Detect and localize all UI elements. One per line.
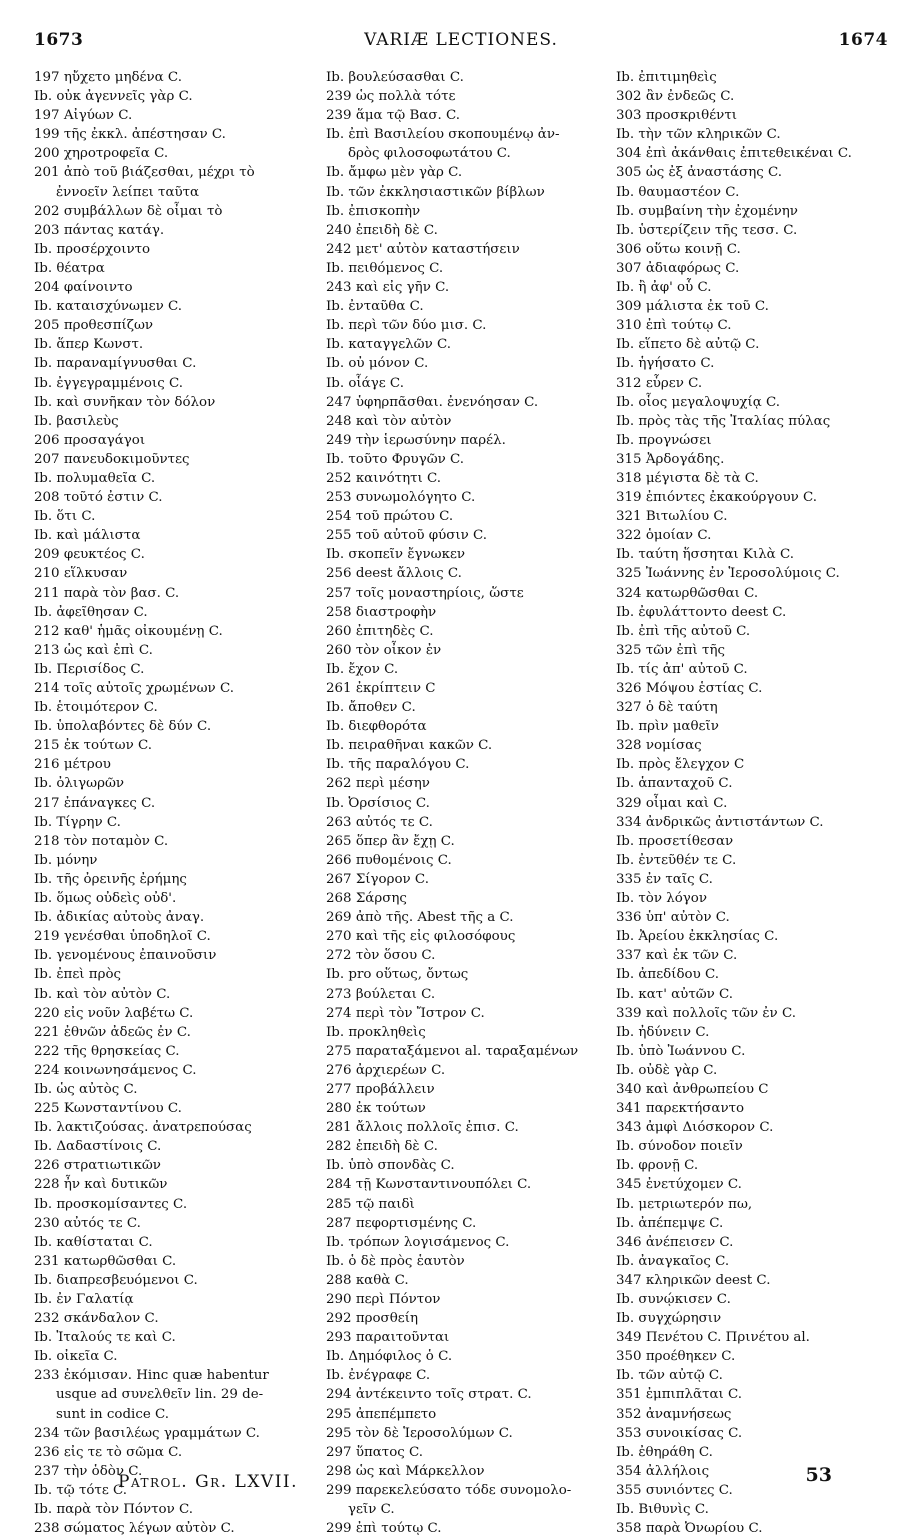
lection-line: Ib. ἐπὶ τῆς αὐτοῦ C. (616, 623, 751, 639)
lection-line: Ib. ὑπὸ σπονδὰς C. (326, 1158, 455, 1174)
lection-line: 335 ἐν ταῖς C. (616, 871, 713, 887)
lection-line: 274 περὶ τὸν Ἴστρον C. (326, 1005, 485, 1021)
lection-line: 203 πάντας κατάγ. (34, 222, 165, 238)
lection-line: Ib. ἀφεῖθησαν C. (34, 604, 148, 620)
lection-line: Ib. Ἰταλούς τε καὶ C. (34, 1330, 176, 1346)
lection-line: Ib. πρὸς τὰς τῆς Ἰταλίας πύλας (616, 413, 831, 429)
lection-line: 347 κληρικῶν deest C. (616, 1272, 771, 1288)
lection-line: Ib. ὑστερίζειν τῆς τεσσ. C. (616, 222, 798, 238)
lection-line: Ib. pro οὕτως, ὄντως (326, 967, 469, 983)
lection-line: 294 ἀντέκειντο τοῖς στρατ. C. (326, 1387, 532, 1403)
lection-line: 262 περὶ μέσην (326, 776, 430, 792)
lection-line: Ib. ἠδύνειν C. (616, 1024, 710, 1040)
lection-line: 336 ὑπ' αὐτὸν C. (616, 910, 730, 926)
lection-line: 258 διαστροφὴν (326, 604, 437, 620)
lection-line: Ib. ὁ δὲ πρὸς ἑαυτὸν (326, 1253, 465, 1269)
lection-line: 265 ὅπερ ἂν ἔχῃ C. (326, 833, 455, 849)
lection-line: 341 παρεκτήσαντο (616, 1101, 745, 1117)
lection-line: Ib. ἐντεῦθέν τε C. (616, 852, 737, 868)
lection-line: Ib. βασιλεὺς (34, 413, 119, 429)
lection-line: 267 Σίγορον C. (326, 871, 429, 887)
lection-line: Ib. θέατρα (34, 260, 105, 276)
lection-line: 310 ἐπὶ τούτῳ C. (616, 318, 732, 334)
lection-line: Ib. Ἀρείου ἐκκλησίας C. (616, 929, 779, 945)
lection-line: Ib. ἐπεὶ πρὸς (34, 967, 122, 983)
lection-line: 329 οἶμαι καὶ C. (616, 795, 728, 811)
lection-line: 260 τὸν οἶκον ἐν (326, 642, 442, 658)
lection-line: Ib. λακτιζούσας. ἀνατρεπούσας (34, 1120, 252, 1136)
lection-line: Ib. ὑπὸ Ἰωάννου C. (616, 1043, 746, 1059)
lection-line: 288 καθὰ C. (326, 1272, 409, 1288)
lection-line: 337 καὶ ἐκ τῶν C. (616, 948, 738, 964)
lection-line: Ib. ἐπιτιμηθεὶς (616, 70, 717, 85)
lection-line: Ib. ἐγγεγραμμένοις C. (34, 375, 183, 391)
lection-line: 340 καὶ ἀνθρωπείου C (616, 1081, 769, 1097)
lection-line: 324 κατωρθῶσθαι C. (616, 585, 759, 601)
lection-line: Ib. ἐνταῦθα C. (326, 299, 424, 315)
lection-line: 220 εἰς νοῦν λαβέτω C. (34, 1005, 194, 1021)
lection-line: Ib. οὐκ ἀγεννεῖς γὰρ C. (34, 89, 193, 105)
lection-line: 197 ηὔχετο μηδένα C. (34, 70, 182, 85)
lection-line: Ib. γενομένους ἐπαινοῦσιν (34, 948, 217, 964)
text-column-middle (326, 68, 614, 1538)
lection-line: 287 πεφορτισμένης C. (326, 1215, 477, 1231)
lection-line: Ib. ὅμως οὐδεὶς οὐδ'. (34, 891, 177, 907)
page-number: 53 (805, 1464, 832, 1486)
lection-line: Ib. παραναμίγνυσθαι C. (34, 356, 197, 372)
lection-line: Ib. τρόπων λογισάμενος C. (326, 1234, 510, 1250)
lection-line: 205 προθεσπίζων (34, 318, 154, 334)
lection-line: Ib. ἐπισκοπὴν (326, 203, 421, 219)
lection-line: Ib. εἵπετο δὲ αὐτῷ C. (616, 337, 760, 353)
lection-line: 299 παρεκελεύσατο τόδε συνομολο- (326, 1482, 572, 1498)
lection-line: 318 μέγιστα δὲ τὰ C. (616, 470, 759, 486)
lection-line: 208 τοῦτό ἐστιν C. (34, 490, 163, 506)
lection-line: 217 ἐπάναγκες C. (34, 795, 156, 811)
lection-line: Ib. καὶ τὸν αὐτὸν C. (34, 986, 171, 1002)
lection-line: Ib. πρὸς ἔλεγχον C (616, 757, 745, 773)
lection-line: 270 καὶ τῆς εἰς φιλοσόφους (326, 929, 516, 945)
lection-line: 275 παραταξάμενοι al. ταραξαμένων (326, 1043, 579, 1059)
lection-line: Ib. προσκομίσαντες C. (34, 1196, 188, 1212)
lection-line: 312 εὗρεν C. (616, 375, 703, 391)
lection-line: 302 ἂν ἐνδεῶς C. (616, 89, 735, 105)
lection-line: Ib. συνῴκισεν C. (616, 1292, 731, 1307)
column-number-left: 1673 (34, 30, 84, 50)
lection-line: Ib. τῆς ὀρεινῆς ἐρήμης (34, 871, 187, 887)
lection-line: Ib. συγχώρησιν (616, 1311, 722, 1327)
lection-line: 306 οὕτω κοινῇ C. (616, 241, 741, 257)
lection-line: Ib. τῷ τότε C. (34, 1482, 128, 1498)
lection-line: 233 ἐκόμισαν. Hinc quæ habentur (34, 1368, 269, 1384)
lection-line: 240 ἐπειδὴ δὲ C. (326, 222, 438, 238)
lection-line: Ib. ἀπεδίδου C. (616, 967, 720, 983)
lection-line: 350 προέθηκεν C. (616, 1349, 736, 1365)
lection-line: 242 μετ' αὐτὸν καταστήσειν (326, 241, 520, 257)
lection-line: Ib. διαπρεσβευόμενοι C. (34, 1272, 198, 1288)
lection-line: 216 μέτρου (34, 757, 111, 773)
lection-line: 276 ἀρχιερέων C. (326, 1062, 446, 1078)
lection-line: Ib. ὀλιγωρῶν (34, 776, 125, 792)
lection-line: 212 καθ' ἡμᾶς οἰκουμένῃ C. (34, 623, 223, 639)
lection-line: Ib. τῶν αὐτῷ C. (616, 1368, 723, 1384)
lection-line: Ib. οἷάγε C. (326, 375, 404, 391)
lection-line: Ib. καταγγελῶν C. (326, 337, 452, 353)
lection-line: 226 στρατιωτικῶν (34, 1158, 161, 1174)
lection-line: 236 εἰς τε τὸ σῶμα C. (34, 1444, 183, 1460)
lection-line: 325 τῶν ἐπὶ τῆς (616, 642, 725, 658)
lection-line: Ib. μετριωτερόν πω, (616, 1196, 753, 1212)
lection-line: 218 τὸν ποταμὸν C. (34, 833, 169, 849)
lection-line: ἐννοεῖν λείπει ταῦτα (56, 184, 200, 200)
lection-line: 209 φευκτέος C. (34, 547, 145, 563)
lection-line: 328 νομίσας (616, 738, 702, 754)
lection-line: Ib. καὶ μάλιστα (34, 528, 141, 544)
lection-line: Ib. φρονῇ C. (616, 1158, 699, 1174)
lection-line: 280 ἐκ τούτων (326, 1101, 426, 1117)
lection-line: 284 τῇ Κωνσταντινουπόλει C. (326, 1177, 532, 1193)
lection-line: Ib. τῆς παραλόγου C. (326, 757, 470, 773)
lection-line: Ib. ἀδικίας αὐτοὺς ἀναγ. (34, 910, 205, 926)
lection-line: Ib. διεφθορότα (326, 719, 427, 735)
lection-line: 293 παραιτοῦνται (326, 1330, 450, 1346)
lection-line: 214 τοῖς αὐτοῖς χρωμένων C. (34, 681, 234, 696)
volume-signature: Patrol. Gr. LXVII. (118, 1472, 299, 1492)
lection-line: 297 ὕπατος C. (326, 1444, 424, 1460)
lection-line: 303 προσκριθέντι (616, 108, 737, 124)
lection-line: Ib. κατ' αὐτῶν C. (616, 986, 734, 1002)
lection-line: 211 παρὰ τὸν βασ. C. (34, 585, 180, 601)
lection-line: Ib. Ὀρσίσιος C. (326, 795, 430, 811)
lection-line: Ib. τοῦτο Φρυγῶν C. (326, 451, 465, 467)
lection-line: 295 ἀπεπέμπετο (326, 1406, 437, 1422)
lection-line: 204 φαίνοιντο (34, 280, 133, 296)
lection-line: 273 βούλεται C. (326, 986, 436, 1002)
lection-line: Ib. Βιθυνὶς C. (616, 1502, 709, 1518)
lection-line: 260 ἐπιτηδὲς C. (326, 623, 434, 639)
lection-line: usque ad συνελθεῖν lin. 29 de- (56, 1387, 264, 1403)
lection-line: Ib. Δημόφιλος ὁ C. (326, 1349, 453, 1365)
lection-line: Ib. τὸν λόγον (616, 891, 707, 907)
lection-line: Ib. παρὰ τὸν Πόντον C. (34, 1502, 194, 1518)
lection-line: 224 κοινωνησάμενος C. (34, 1062, 197, 1078)
lection-line: Ib. τὴν τῶν κληρικῶν C. (616, 127, 781, 143)
lection-line: 268 Σάρσης (326, 891, 407, 907)
lection-line: Ib. ὡς αὐτὸς C. (34, 1081, 138, 1097)
lection-line: 228 ἦν καὶ δυτικῶν (34, 1177, 168, 1193)
lection-line: 315 Ἀρδογάδης. (616, 451, 725, 467)
lection-line: sunt in codice C. (56, 1406, 170, 1422)
lection-line: Ib. ἡγήσατο C. (616, 356, 715, 372)
lection-line: 239 ἅμα τῷ Βασ. C. (326, 108, 461, 124)
lection-line: Ib. Δαδαστίνοις C. (34, 1139, 162, 1155)
lection-line: Ib. καθίσταται C. (34, 1234, 153, 1250)
lection-line: Ib. ἁπανταχοῦ C. (616, 776, 733, 792)
lection-line: 309 μάλιστα ἐκ τοῦ C. (616, 299, 769, 315)
lection-line: γεῖν C. (348, 1502, 395, 1518)
lection-line: 305 ὡς ἐξ ἀναστάσης C. (616, 165, 783, 181)
lection-line: 272 τὸν ὅσου C. (326, 948, 436, 964)
lection-line: 199 τῆς ἐκκλ. ἀπέστησαν C. (34, 127, 226, 143)
lection-line: 257 τοῖς μοναστηρίοις, ὥστε (326, 585, 524, 601)
lection-line: 292 προσθείη (326, 1311, 418, 1327)
lection-line: 202 συμβάλλων δὲ οἶμαι τὸ (34, 203, 223, 219)
lection-line: Ib. ἐνέγραφε C. (326, 1368, 431, 1384)
lection-line: Ib. Περισίδος C. (34, 661, 145, 677)
lection-line: 255 τοῦ αὐτοῦ φύσιν C. (326, 528, 488, 544)
lection-line: Ib. προσετίθεσαν (616, 833, 734, 849)
text-column-right (616, 68, 890, 1538)
lection-line: Ib. μόνην (34, 852, 98, 868)
lection-line: Ib. ταύτη ἥσσηται Κιλὰ C. (616, 547, 795, 563)
lection-line: Ib. ἀναγκαῖος C. (616, 1253, 730, 1269)
lection-line: 261 ἐκρίπτειν C (326, 681, 436, 696)
lection-line: 243 καὶ εἰς γῆν C. (326, 280, 450, 296)
lection-line: Ib. ἐθηράθη C. (616, 1444, 713, 1460)
lection-line: Ib. ὅτι C. (34, 509, 96, 525)
lection-line: 354 ἀλλήλοις (616, 1463, 710, 1479)
text-column-left (34, 68, 320, 1538)
lection-line: 252 καινότητι C. (326, 470, 442, 486)
lection-line: 352 ἀναμνήσεως (616, 1406, 732, 1422)
lection-line: Ib. Τίγρην C. (34, 814, 121, 830)
lection-line: Ib. πειραθῆναι κακῶν C. (326, 738, 493, 754)
lection-line: 210 εἵλκυσαν (34, 566, 128, 582)
lection-line: 298 ὡς καὶ Μάρκελλον (326, 1463, 485, 1479)
lection-line: Ib. ἄμφω μὲν γὰρ C. (326, 165, 463, 181)
lection-line: Ib. περὶ τῶν δύο μισ. C. (326, 318, 487, 334)
lection-line: 221 ἐθνῶν ἀδεῶς ἐν C. (34, 1024, 191, 1040)
lection-line: 295 τὸν δὲ Ἱεροσολύμων C. (326, 1425, 513, 1441)
lection-line: 319 ἐπιόντες ἐκακούργουν C. (616, 490, 818, 506)
lection-line: 269 ἀπὸ τῆς. Abest τῆς a C. (326, 910, 514, 926)
lection-line: 349 Πενέτου C. Πρινέτου al. (616, 1330, 810, 1346)
lection-line: Ib. ὑπολαβόντες δὲ δύν C. (34, 719, 212, 735)
lection-line: 345 ἐνετύχομεν C. (616, 1177, 742, 1193)
lection-line: 325 Ἰωάννης ἐν Ἱεροσολύμοις C. (616, 566, 840, 582)
lection-line: Ib. πειθόμενος C. (326, 260, 444, 276)
lection-line: 285 τῷ παιδὶ (326, 1196, 415, 1212)
lection-line: 282 ἐπειδὴ δὲ C. (326, 1139, 438, 1155)
lection-line: Ib. ἑτοιμότερον C. (34, 700, 158, 716)
lection-line: Ib. οἰκεῖα C. (34, 1349, 118, 1365)
lection-line: 219 γενέσθαι ὑποδηλοῖ C. (34, 929, 211, 945)
lection-line: 304 ἐπὶ ἀκάνθαις ἐπιτεθεικέναι C. (616, 146, 852, 162)
lection-line: Ib. θαυμαστέον C. (616, 184, 740, 200)
lection-line: Ib. ἀπέπεμψε C. (616, 1215, 724, 1231)
lection-line: 290 περὶ Πόντον (326, 1292, 441, 1307)
lection-line: 346 ἀνέπεισεν C. (616, 1234, 734, 1250)
lection-line: Ib. τῶν ἐκκλησιαστικῶν βίβλων (326, 184, 545, 200)
lection-line: 232 σκάνδαλον C. (34, 1311, 159, 1327)
lection-line: 247 ὑφηρπᾶσθαι. ἐνενόησαν C. (326, 394, 539, 410)
lection-line: 263 αὐτός τε C. (326, 814, 433, 830)
lection-line: 326 Μόψου ἑστίας C. (616, 681, 763, 696)
lection-line: 253 συνωμολόγητο C. (326, 490, 476, 506)
lection-line: Ib. προκληθεὶς (326, 1024, 426, 1040)
lection-line: 358 παρὰ Ὀνωρίου C. (616, 1521, 763, 1537)
lection-line: Ib. ἐν Γαλατίᾳ (34, 1292, 134, 1307)
lection-line: 339 καὶ πολλοῖς τῶν ἐν C. (616, 1005, 796, 1021)
lection-line: 249 τὴν ἱερωσύνην παρέλ. (326, 432, 506, 448)
column-number-right: 1674 (838, 30, 888, 50)
lection-line: 234 τῶν βασιλέως γραμμάτων C. (34, 1425, 260, 1441)
lection-line: Ib. προσέρχοιντο (34, 241, 151, 257)
lection-line: 277 προβάλλειν (326, 1081, 435, 1097)
page-title: VARIÆ LECTIONES. (364, 30, 558, 50)
lection-line: 230 αὐτός τε C. (34, 1215, 141, 1231)
lection-line: 351 ἐμπιπλᾶται C. (616, 1387, 743, 1403)
lection-line: Ib. οὐδὲ γὰρ C. (616, 1062, 718, 1078)
lection-line: Ib. πρὶν μαθεῖν (616, 719, 719, 735)
lection-line: 200 χηροτροφεῖα C. (34, 146, 169, 162)
lection-line: Ib. τίς ἀπ' αὐτοῦ C. (616, 661, 748, 677)
lection-line: Ib. συμβαίνη τὴν ἐχομένην (616, 203, 798, 219)
lection-line: 322 ὁμοίαν C. (616, 528, 712, 544)
lection-line: 222 τῆς θρησκείας C. (34, 1043, 180, 1059)
lection-line: 225 Κωνσταντίνου C. (34, 1101, 182, 1117)
lection-line: Ib. ἄποθεν C. (326, 700, 416, 716)
lection-line: Ib. ἐφυλάττοντο deest C. (616, 604, 787, 620)
lection-line: 254 τοῦ πρώτου C. (326, 509, 454, 525)
lection-line: 206 προσαγάγοι (34, 432, 146, 448)
lection-line: Ib. καταισχύνωμεν C. (34, 299, 183, 315)
lection-line: Ib. ἐπὶ Βασιλείου σκοπουμένῳ ἀν- (326, 127, 560, 143)
lection-line: Ib. προγνώσει (616, 432, 712, 448)
lection-line: Ib. καὶ συνῆκαν τὸν δόλον (34, 394, 216, 410)
lection-line: Ib. ἔχον C. (326, 661, 399, 677)
lection-line: Ib. σκοπεῖν ἔγνωκεν (326, 547, 466, 563)
lection-line: 201 ἀπὸ τοῦ βιάζεσθαι, μέχρι τὸ (34, 165, 255, 181)
lection-line: 239 ὡς πολλὰ τότε (326, 89, 456, 105)
lection-line: 256 deest ἄλλοις C. (326, 566, 462, 582)
lection-line: 307 ἀδιαφόρως C. (616, 260, 740, 276)
lection-line: 237 τὴν ὁδὸν C. (34, 1463, 143, 1479)
lection-line: 327 ὁ δὲ ταύτη (616, 700, 718, 716)
lection-line: 238 σώματος λέγων αὐτὸν C. (34, 1521, 235, 1537)
lection-line: 197 Αἰγύων C. (34, 108, 133, 124)
lection-line: Ib. οὐ μόνον C. (326, 356, 429, 372)
lection-line: 353 συνοικίσας C. (616, 1425, 743, 1441)
lection-line: Ib. σύνοδον ποιεῖν (616, 1139, 743, 1155)
lection-line: Ib. βουλεύσασθαι C. (326, 70, 464, 85)
lection-line: 334 ἀνδρικῶς ἀντιστάντων C. (616, 814, 824, 830)
lection-line: 213 ὡς καὶ ἐπὶ C. (34, 642, 153, 658)
lection-line: 299 ἐπὶ τούτῳ C. (326, 1521, 442, 1537)
lection-line: 281 ἄλλοις πολλοῖς ἐπισ. C. (326, 1120, 519, 1136)
lection-line: 215 ἐκ τούτων C. (34, 738, 152, 754)
lection-line: Ib. ἢ ἀφ' οὗ C. (616, 280, 712, 296)
lection-line: 266 πυθομένοις C. (326, 852, 452, 868)
lection-line: Ib. πολυμαθεῖα C. (34, 470, 156, 486)
lection-line: Ib. οἷος μεγαλοψυχίᾳ C. (616, 394, 781, 410)
lection-line: 231 κατωρθῶσθαι C. (34, 1253, 177, 1269)
lection-line: δρὸς φιλοσοφωτάτου C. (348, 146, 511, 162)
lection-line: 248 καὶ τὸν αὐτὸν (326, 413, 452, 429)
lection-line: 343 ἀμφὶ Διόσκορον C. (616, 1120, 774, 1136)
lection-line: 355 συνιόντες C. (616, 1482, 733, 1498)
page-header (34, 30, 888, 56)
lection-line: 321 Βιτωλίου C. (616, 509, 728, 525)
lection-line: 207 πανευδοκιμοῦντες (34, 451, 190, 467)
lection-line: Ib. ἅπερ Κωνστ. (34, 337, 144, 353)
